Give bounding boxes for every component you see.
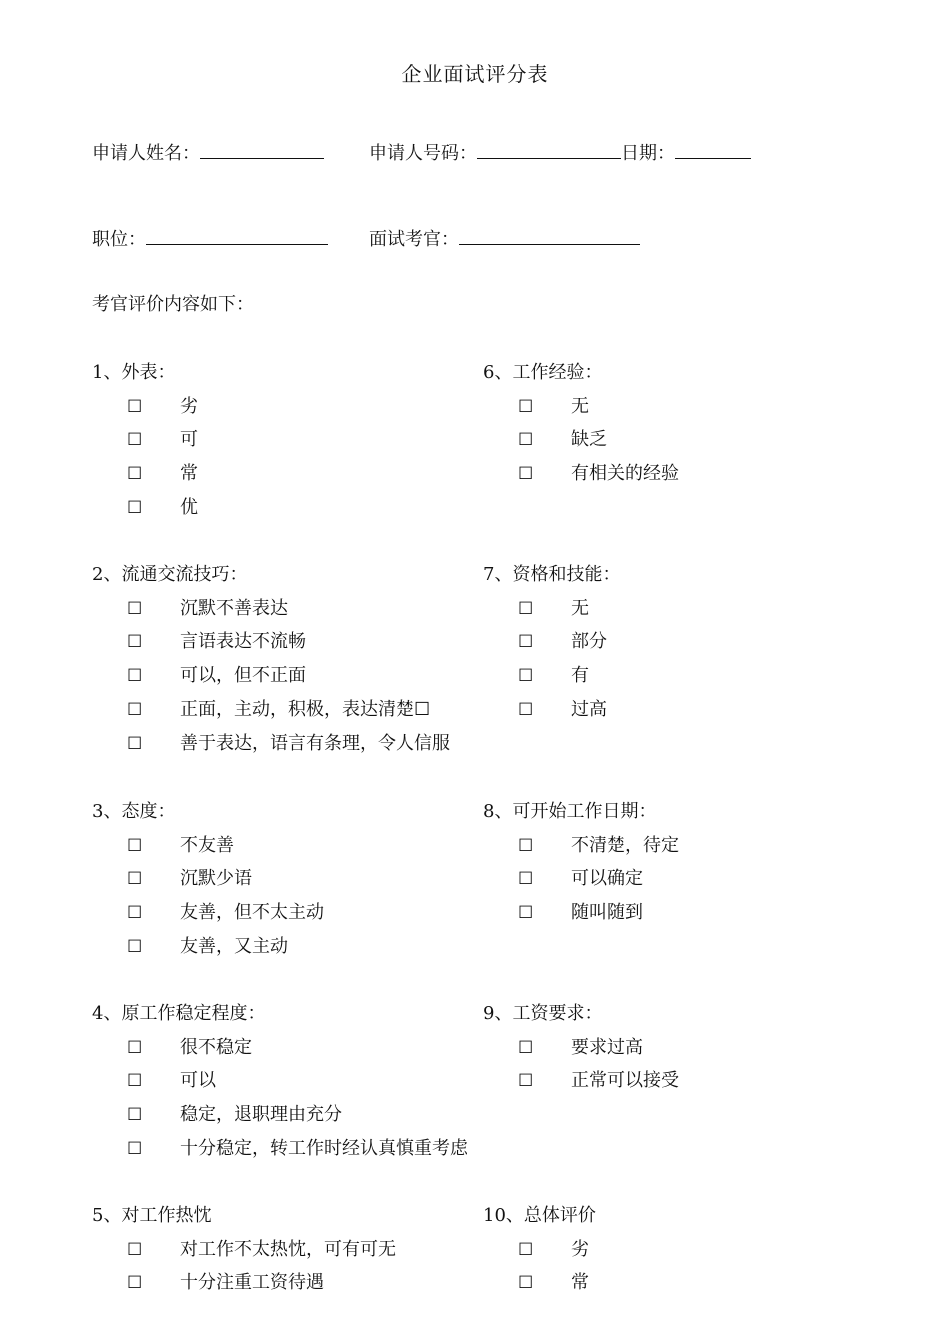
checkbox[interactable]: ☐ [127, 1239, 143, 1260]
checkbox[interactable]: ☐ [127, 903, 143, 924]
option-label: 常 [180, 463, 198, 485]
section-title: 5、对工作热忱 [92, 1205, 212, 1226]
option-label: 有 [571, 665, 589, 687]
option-label: 十分稳定，转工作时经认真慎重考虑 [180, 1137, 468, 1159]
page-title: 企业面试评分表 [401, 62, 549, 86]
checkbox[interactable]: ☐ [518, 1239, 534, 1260]
checkbox[interactable]: ☐ [518, 869, 534, 890]
checkbox[interactable]: ☐ [518, 835, 534, 856]
option-label: 对工作不太热忱，可有可无 [180, 1238, 396, 1260]
option-label: 稳定，退职理由充分 [180, 1104, 342, 1126]
section-title: 7、资格和技能： [483, 564, 621, 585]
section-title: 8、可开始工作日期： [483, 801, 657, 822]
checkbox[interactable]: ☐ [518, 903, 534, 924]
option-label: 优 [180, 496, 198, 518]
checkbox[interactable]: ☐ [518, 1273, 534, 1294]
checkbox[interactable]: ☐ [518, 430, 534, 451]
checkbox[interactable]: ☐ [127, 835, 143, 856]
intro-text: 考官评价内容如下： [92, 294, 254, 315]
option-label: 无 [571, 395, 589, 417]
option-label: 劣 [571, 1238, 589, 1260]
option-label: 过高 [571, 698, 607, 720]
option-label: 不友善 [180, 834, 234, 856]
checkbox[interactable]: ☐ [127, 430, 143, 451]
option-label: 可 [180, 429, 198, 451]
section-title: 1、外表： [92, 362, 176, 383]
checkbox[interactable]: ☐ [518, 699, 534, 720]
checkbox[interactable]: ☐ [127, 936, 143, 957]
checkbox[interactable]: ☐ [518, 1037, 534, 1058]
checkbox[interactable]: ☐ [127, 1037, 143, 1058]
checkbox[interactable]: ☐ [127, 733, 143, 754]
option-label: 很不稳定 [180, 1036, 252, 1058]
option-label: 不清楚，待定 [571, 834, 679, 856]
date-label: 日期： [621, 143, 675, 164]
section-title: 6、工作经验： [483, 362, 603, 383]
option-label: 友善，又主动 [180, 935, 288, 957]
checkbox[interactable]: ☐ [518, 396, 534, 417]
option-label: 要求过高 [571, 1036, 643, 1058]
checkbox[interactable]: ☐ [518, 666, 534, 687]
section-title: 4、原工作稳定程度： [92, 1003, 266, 1024]
checkbox[interactable]: ☐ [518, 632, 534, 653]
checkbox[interactable]: ☐ [518, 464, 534, 485]
option-label: 随叫随到 [571, 902, 643, 924]
number-label: 申请人号码： [369, 143, 477, 164]
checkbox[interactable]: ☐ [518, 1071, 534, 1092]
option-label: 缺乏 [571, 429, 607, 451]
checkbox[interactable]: ☐ [518, 598, 534, 619]
checkbox[interactable]: ☐ [127, 869, 143, 890]
checkbox[interactable]: ☐ [127, 1105, 143, 1126]
applicant-number-group [369, 140, 751, 166]
interviewer-label: 面试考官： [369, 229, 459, 250]
option-label: 可以 [180, 1070, 216, 1092]
section-title: 2、流通交流技巧： [92, 564, 248, 585]
checkbox[interactable]: ☐ [127, 464, 143, 485]
option-label: 十分注重工资待遇 [180, 1272, 324, 1294]
option-label: 可以，但不正面 [180, 665, 306, 687]
option-label: 可以确定 [571, 868, 643, 890]
interviewer-group [369, 226, 640, 252]
option-label: 正面，主动，积极，表达清楚☐ [180, 698, 431, 720]
section-title: 3、态度： [92, 801, 176, 822]
option-label: 劣 [180, 395, 198, 417]
number-field[interactable] [477, 140, 621, 159]
checkbox[interactable]: ☐ [127, 497, 143, 518]
option-label: 友善，但不太主动 [180, 902, 324, 924]
section-title: 9、工资要求： [483, 1003, 603, 1024]
option-label: 无 [571, 597, 589, 619]
date-field[interactable] [675, 140, 751, 159]
option-label: 沉默不善表达 [180, 597, 288, 619]
option-label: 有相关的经验 [571, 463, 679, 485]
checkbox[interactable]: ☐ [127, 632, 143, 653]
position-field[interactable] [146, 226, 328, 245]
applicant-info-row [92, 140, 324, 166]
position-group [92, 226, 328, 252]
option-label: 常 [571, 1272, 589, 1294]
option-label: 正常可以接受 [571, 1070, 679, 1092]
checkbox[interactable]: ☐ [127, 1273, 143, 1294]
name-field[interactable] [200, 140, 324, 159]
option-label: 部分 [571, 631, 607, 653]
checkbox[interactable]: ☐ [127, 1071, 143, 1092]
checkbox[interactable]: ☐ [127, 598, 143, 619]
interviewer-field[interactable] [459, 226, 640, 245]
option-label: 沉默少语 [180, 868, 252, 890]
checkbox[interactable]: ☐ [127, 1138, 143, 1159]
position-label: 职位： [92, 229, 146, 250]
name-label: 申请人姓名： [92, 143, 200, 164]
checkbox[interactable]: ☐ [127, 699, 143, 720]
checkbox[interactable]: ☐ [127, 666, 143, 687]
section-title: 10、总体评价 [483, 1205, 596, 1226]
option-label: 善于表达，语言有条理，令人信服 [180, 732, 450, 754]
option-label: 言语表达不流畅 [180, 631, 306, 653]
checkbox[interactable]: ☐ [127, 396, 143, 417]
